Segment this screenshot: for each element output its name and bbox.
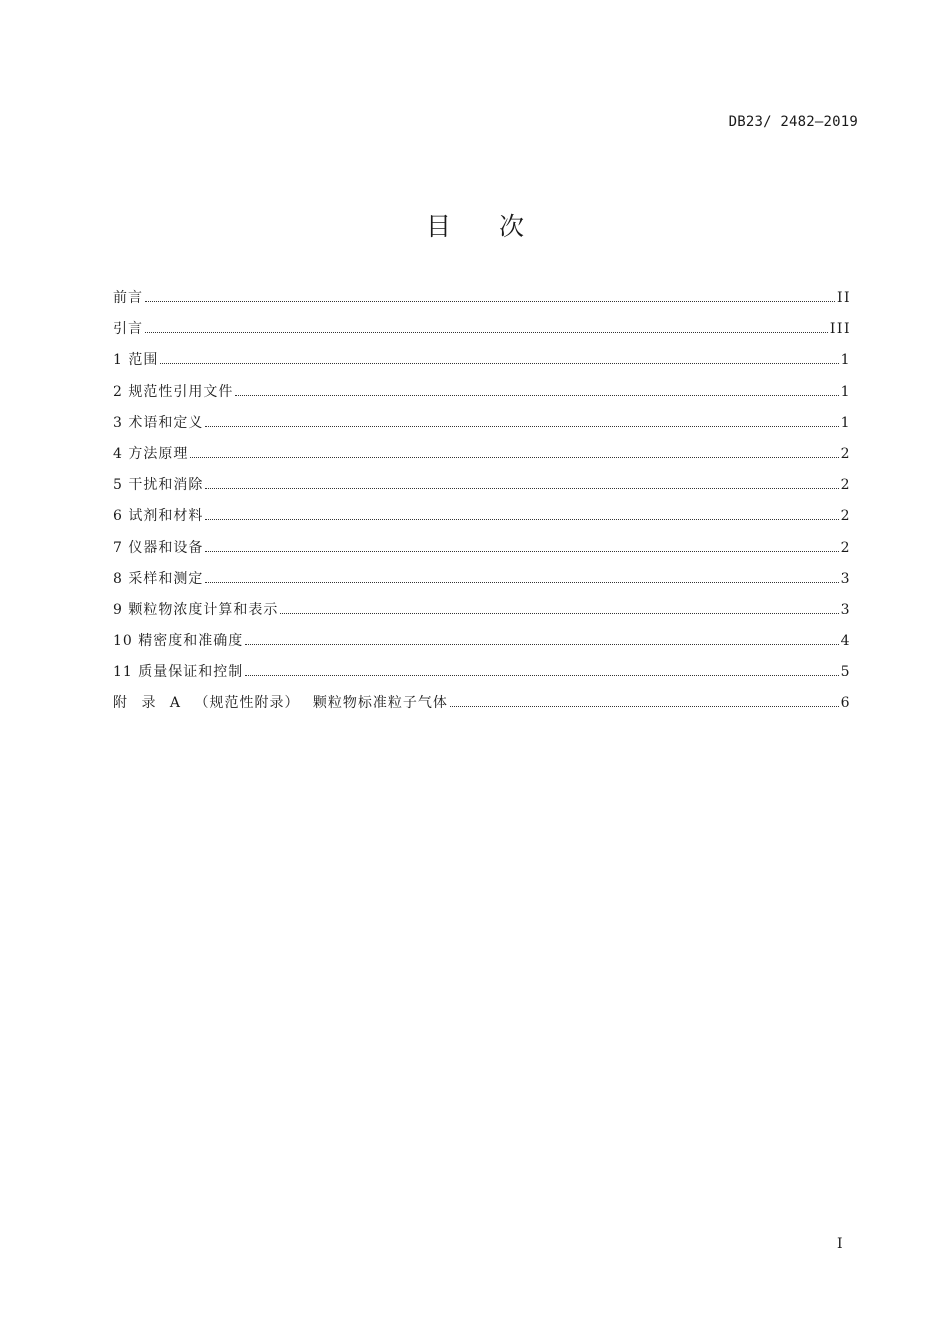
toc-entry-page: 2 [840, 539, 851, 556]
toc-entry-scope[interactable] [113, 349, 851, 380]
toc-entry-label: 5 干扰和消除 [113, 477, 204, 494]
dot-leader [190, 457, 838, 458]
toc-entry-sampling-measurement[interactable] [113, 568, 851, 599]
toc-entry-quality-assurance[interactable] [113, 661, 851, 692]
toc-entry-label: 10 精密度和准确度 [113, 633, 244, 650]
toc-entry-page: II [836, 290, 851, 306]
toc-entry-method-principle[interactable] [113, 443, 851, 474]
toc-entry-precision-accuracy[interactable] [113, 630, 851, 661]
toc-entry-label: 附 录 A （规范性附录） 颗粒物标准粒子气体 [113, 695, 448, 712]
dot-leader [205, 519, 838, 520]
toc-entry-page: 2 [840, 508, 851, 525]
toc-entry-instruments-equipment[interactable] [113, 537, 851, 568]
toc-entry-foreword[interactable] [113, 287, 851, 318]
toc-entry-page: 3 [840, 570, 851, 587]
toc-entry-concentration-calculation[interactable] [113, 599, 851, 630]
toc-entry-introduction[interactable] [113, 318, 851, 349]
toc-entry-label: 11 质量保证和控制 [113, 664, 244, 681]
table-of-contents [113, 287, 851, 724]
dot-leader [245, 675, 838, 676]
toc-entry-label: 6 试剂和材料 [113, 508, 204, 525]
page-number: I [837, 1236, 843, 1252]
toc-entry-annex-a[interactable] [113, 692, 851, 723]
toc-entry-label: 3 术语和定义 [113, 414, 204, 431]
dot-leader [245, 644, 838, 645]
toc-entry-page: 2 [840, 477, 851, 494]
dot-leader [235, 395, 838, 396]
dot-leader [205, 488, 838, 489]
toc-entry-label: 2 规范性引用文件 [113, 383, 234, 400]
dot-leader [450, 706, 839, 707]
toc-entry-page: 1 [840, 352, 851, 369]
dot-leader [280, 613, 838, 614]
dot-leader [145, 332, 828, 333]
toc-entry-label: 1 范围 [113, 352, 159, 369]
toc-title: 目次 [425, 212, 572, 241]
dot-leader [205, 582, 838, 583]
dot-leader [160, 363, 838, 364]
toc-entry-terms-definitions[interactable] [113, 412, 851, 443]
toc-entry-label: 7 仪器和设备 [113, 539, 204, 556]
toc-entry-normative-references[interactable] [113, 381, 851, 412]
toc-entry-page: 5 [840, 664, 851, 681]
dot-leader [205, 551, 838, 552]
toc-entry-page: 4 [840, 633, 851, 650]
toc-entry-page: III [829, 321, 851, 338]
toc-entry-label: 引言 [113, 321, 143, 338]
toc-entry-page: 1 [840, 383, 851, 400]
document-code: DB23/ 2482—2019 [728, 114, 858, 130]
dot-leader [145, 301, 835, 302]
toc-entry-page: 1 [840, 414, 851, 431]
toc-entry-page: 3 [840, 601, 851, 618]
toc-entry-reagents-materials[interactable] [113, 505, 851, 536]
dot-leader [205, 426, 838, 427]
toc-entry-label: 前言 [113, 290, 143, 306]
toc-entry-label: 8 采样和测定 [113, 570, 204, 587]
toc-entry-label: 9 颗粒物浓度计算和表示 [113, 601, 279, 618]
toc-entry-interference[interactable] [113, 474, 851, 505]
toc-entry-page: 6 [840, 695, 851, 712]
toc-entry-label: 4 方法原理 [113, 445, 189, 462]
toc-entry-page: 2 [840, 445, 851, 462]
